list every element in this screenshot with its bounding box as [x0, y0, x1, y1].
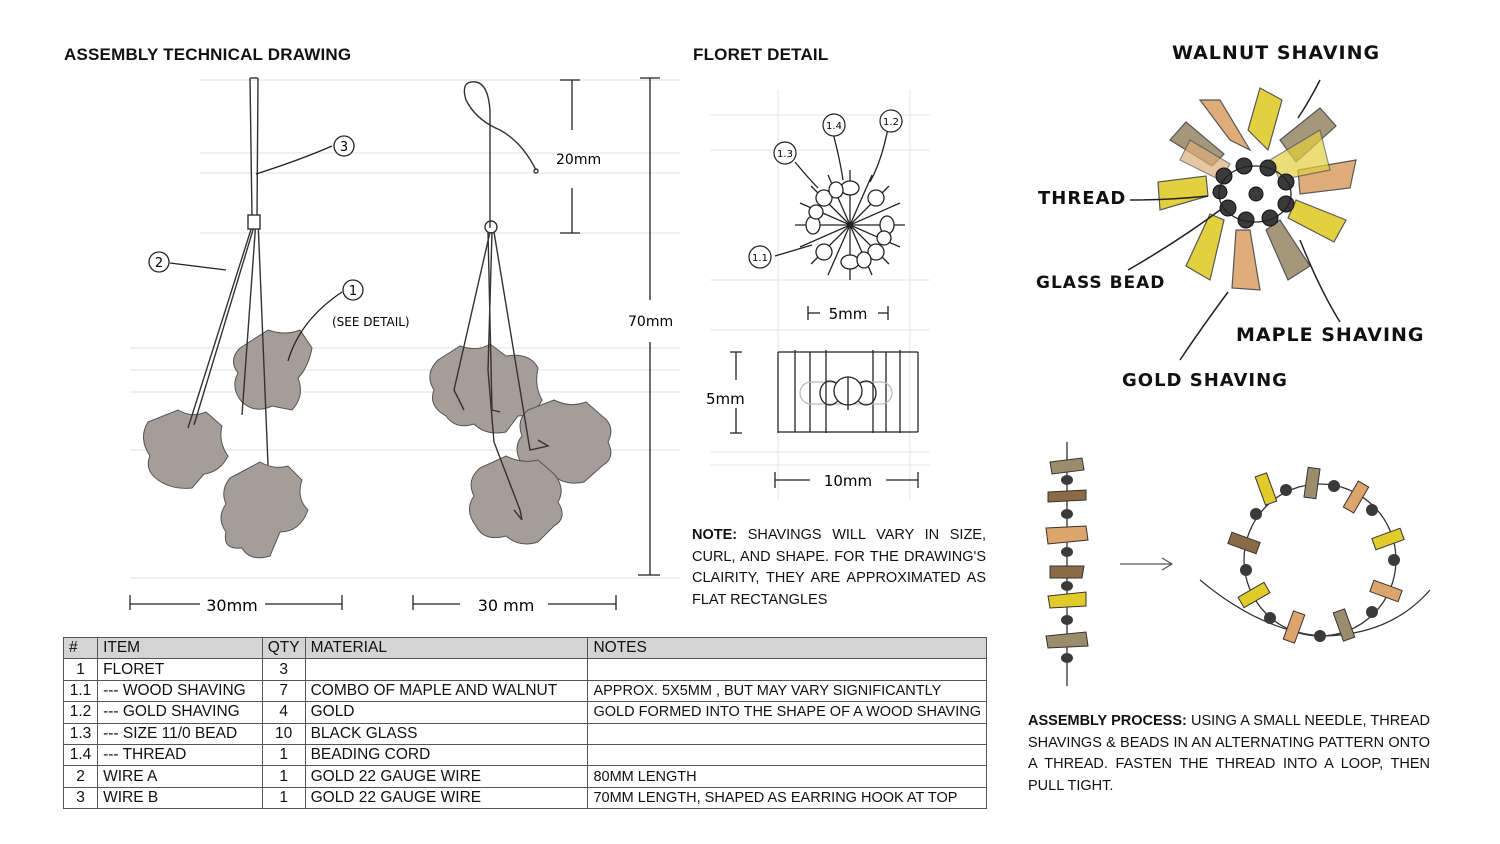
header-number: # [64, 638, 98, 659]
cell-item: --- SIZE 11/0 BEAD [98, 723, 263, 744]
table-row [64, 744, 987, 765]
cell-item: WIRE B [98, 787, 263, 808]
table-row [64, 659, 987, 680]
cell-material: GOLD 22 GAUGE WIRE [305, 766, 588, 787]
cell-number: 1 [64, 659, 98, 680]
width-dim-left: 30mm [206, 596, 258, 615]
floret-detail-drawing [700, 80, 940, 510]
cell-material: GOLD 22 GAUGE WIRE [305, 787, 588, 808]
cell-number: 2 [64, 766, 98, 787]
cell-number: 3 [64, 787, 98, 808]
cell-qty: 7 [262, 680, 305, 701]
label-maple-shaving: MAPLE SHAVING [1236, 324, 1425, 346]
cell-material [305, 659, 588, 680]
cell-notes [588, 744, 987, 765]
cell-notes: APPROX. 5X5MM , BUT MAY VARY SIGNIFICANTLY [588, 680, 987, 701]
cell-item: --- THREAD [98, 744, 263, 765]
dim-bottom: 10mm [823, 472, 873, 490]
label-thread: THREAD [1038, 188, 1127, 209]
see-detail-label: (SEE DETAIL) [332, 315, 410, 329]
callout-1-1: 1.1 [752, 253, 768, 264]
table-row [64, 702, 987, 723]
width-dim-right: 30 mm [477, 596, 535, 615]
cell-qty: 1 [262, 766, 305, 787]
assembly-process-label: ASSEMBLY PROCESS: [1028, 713, 1187, 729]
cell-notes [588, 723, 987, 744]
dim-top: 5mm [828, 305, 868, 323]
floret-illustration [1120, 70, 1390, 390]
cell-number: 1.3 [64, 723, 98, 744]
note-label: NOTE: [692, 527, 738, 543]
assembly-process-illustration [1020, 440, 1440, 690]
callout-1-2: 1.2 [883, 117, 899, 128]
cell-qty: 3 [262, 659, 305, 680]
header-notes: NOTES [588, 638, 987, 659]
table-row [64, 723, 987, 744]
assembly-process-note [1028, 711, 1430, 797]
assembly-process-text: USING A SMALL NEEDLE, THREAD SHAVINGS & BEADS IN AN ALTERNATING PATTERN ONTO A THREAD. FASTEN THE THREAD INTO A LOOP, THEN PULL TIGHT. [1028, 713, 1430, 794]
callout-1-3: 1.3 [777, 149, 793, 160]
cell-qty: 10 [262, 723, 305, 744]
left-earring-view [130, 78, 410, 615]
header-material: MATERIAL [305, 638, 588, 659]
assembly-drawing [60, 70, 690, 620]
dim-side: 5mm [706, 390, 745, 408]
cell-material: COMBO OF MAPLE AND WALNUT [305, 680, 588, 701]
hook-dim: 20mm [556, 152, 602, 168]
cell-notes: GOLD FORMED INTO THE SHAPE OF A WOOD SHAVING [588, 702, 987, 723]
callout-2: 2 [154, 256, 164, 271]
callout-1: 1 [348, 284, 358, 299]
table-row [64, 766, 987, 787]
right-earring-view [413, 78, 673, 615]
table-row [64, 680, 987, 701]
cell-material: BLACK GLASS [305, 723, 588, 744]
callout-1-4: 1.4 [826, 121, 842, 132]
cell-qty: 1 [262, 744, 305, 765]
floret-side-view [778, 350, 918, 433]
cell-item: --- WOOD SHAVING [98, 680, 263, 701]
label-gold-shaving: GOLD SHAVING [1122, 370, 1288, 391]
height-dim: 70mm [628, 314, 674, 330]
assembly-drawing-title: ASSEMBLY TECHNICAL DRAWING [64, 45, 352, 64]
cell-notes [588, 659, 987, 680]
label-glass-bead: GLASS BEAD [1036, 273, 1166, 293]
header-item: ITEM [98, 638, 263, 659]
cell-qty: 1 [262, 787, 305, 808]
cell-material: BEADING CORD [305, 744, 588, 765]
cell-material: GOLD [305, 702, 588, 723]
cell-item: WIRE A [98, 766, 263, 787]
cell-qty: 4 [262, 702, 305, 723]
cell-item: --- GOLD SHAVING [98, 702, 263, 723]
drawing-note [692, 525, 986, 611]
label-walnut-shaving: WALNUT SHAVING [1172, 42, 1381, 64]
bill-of-materials-table [63, 637, 987, 809]
callout-3: 3 [339, 140, 349, 155]
floret-detail-title: FLORET DETAIL [693, 45, 829, 64]
cell-number: 1.4 [64, 744, 98, 765]
cell-number: 1.2 [64, 702, 98, 723]
cell-item: FLORET [98, 659, 263, 680]
cell-number: 1.1 [64, 680, 98, 701]
cell-notes: 80MM LENGTH [588, 766, 987, 787]
cell-notes: 70MM LENGTH, SHAPED AS EARRING HOOK AT TOP [588, 787, 987, 808]
table-header-row [64, 638, 987, 659]
table-row [64, 787, 987, 808]
note-text: SHAVINGS WILL VARY IN SIZE, CURL, AND SHAPE. FOR THE DRAWING'S CLAIRITY, THEY ARE APPROXIMATED AS FLAT RECTANGLES [692, 527, 986, 608]
header-qty: QTY [262, 638, 305, 659]
